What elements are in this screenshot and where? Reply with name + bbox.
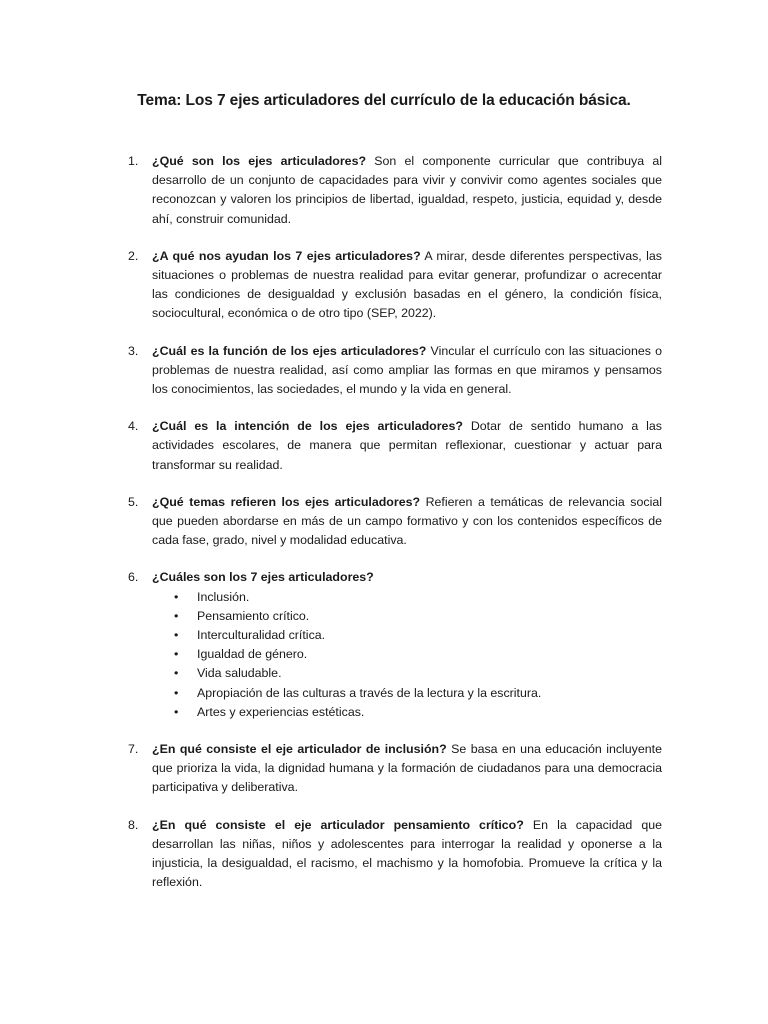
question-text [152,816,662,893]
question-answer: Dotar de sentido humano a las actividades escolares, de manera que permitan reflexionar, cuestionar y actuar para transformar su realidad. [152,419,662,472]
question-text [152,342,662,400]
list-item [152,684,662,703]
list-item-text: Pensamiento crítico. [197,608,310,623]
question-heading: ¿En qué consiste el eje articulador de inclusión? [152,742,447,757]
bullet-icon: • [174,647,179,662]
list-item-text: Interculturalidad crítica. [197,628,326,643]
bullet-icon: • [174,666,179,681]
list-item-text: Apropiación de las culturas a través de la lectura y la escritura. [197,685,542,700]
question-number: 2. [128,248,139,263]
bullet-icon: • [174,628,179,643]
question-answer: A mirar, desde diferentes perspectivas, las situaciones o problemas de nuestra realidad para evitar generar, profundizar o acrecentar las condiciones de desigualdad y exclusión basadas en el género, la condición física, sociocultural, económica o de otro tipo (SEP, 2022). [152,248,662,321]
list-item [152,588,662,607]
question-answer: Vincular el currículo con las situaciones o problemas de nuestra realidad, así como ampliar las formas en que miramos y pensamos los conocimientos, las sociedades, el mundo y la vida en general. [152,343,662,397]
question-number: 7. [128,742,139,757]
question-list [122,152,662,911]
question-answer: Son el componente curricular que contribuya al desarrollo de un conjunto de capacidades para vivir y convivir como agentes sociales que reconozcan y valoren los principios de libertad, igualdad, respeto, justicia, equidad y, desde ahí, construir comunidad. [152,154,662,226]
question-text [152,493,662,551]
question-item-6 [122,568,662,722]
ejes-list [152,588,662,722]
question-answer: En la capacidad que desarrollan las niñas, niños y adolescentes para interrogar la realidad y oponerse a la injusticia, la desigualdad, el racismo, el machismo y la homofobia. Promueve la crítica y la reflexión. [152,817,663,890]
list-item-text: Vida saludable. [197,666,282,681]
bullet-icon: • [174,608,179,623]
question-item-1 [122,152,662,229]
question-item-8 [122,816,662,893]
list-item [152,607,662,626]
question-item-3 [122,342,662,400]
question-text [152,740,662,798]
question-answer: Refieren a temáticas de relevancia social que pueden abordarse en más de un campo formativo y con los contenidos específicos de cada fase, grado, nivel y modalidad educativa. [152,494,662,548]
list-item [152,664,662,683]
question-text [152,568,662,587]
question-heading: ¿Qué son los ejes articuladores? [152,154,367,168]
question-text [152,247,662,324]
question-item-7 [122,740,662,798]
bullet-icon: • [174,704,179,719]
question-heading: ¿A qué nos ayudan los 7 ejes articuladores? [152,248,421,263]
question-text [152,417,662,475]
bullet-icon: • [174,589,179,604]
question-answer: Se basa en una educación incluyente que prioriza la vida, la dignidad humana y la formación de ciudadanos para una democracia participativa y deliberativa. [152,742,662,795]
question-heading: ¿Cuáles son los 7 ejes articuladores? [152,570,374,585]
question-number: 5. [128,494,139,509]
question-number: 3. [128,343,139,358]
question-heading: ¿Cuál es la intención de los ejes articuladores? [152,419,463,434]
list-item [152,703,662,722]
question-heading: ¿En qué consiste el eje articulador pensamiento crítico? [152,817,524,832]
question-heading: ¿Cuál es la función de los ejes articuladores? [152,343,427,358]
question-heading: ¿Qué temas refieren los ejes articuladores? [152,494,421,509]
list-item [152,645,662,664]
question-item-4 [122,417,662,475]
bullet-icon: • [174,685,179,700]
question-number: 6. [128,570,139,585]
question-item-5 [122,493,662,551]
document-title: Tema: Los 7 ejes articuladores del currículo de la educación básica. [137,92,631,109]
list-item-text: Inclusión. [197,589,250,604]
question-number: 1. [128,154,139,168]
list-item-text: Igualdad de género. [197,647,308,662]
question-number: 4. [128,419,139,434]
list-item-text: Artes y experiencias estéticas. [197,704,365,719]
question-item-2 [122,247,662,324]
question-number: 8. [128,817,139,832]
list-item [152,626,662,645]
question-text [152,152,662,229]
